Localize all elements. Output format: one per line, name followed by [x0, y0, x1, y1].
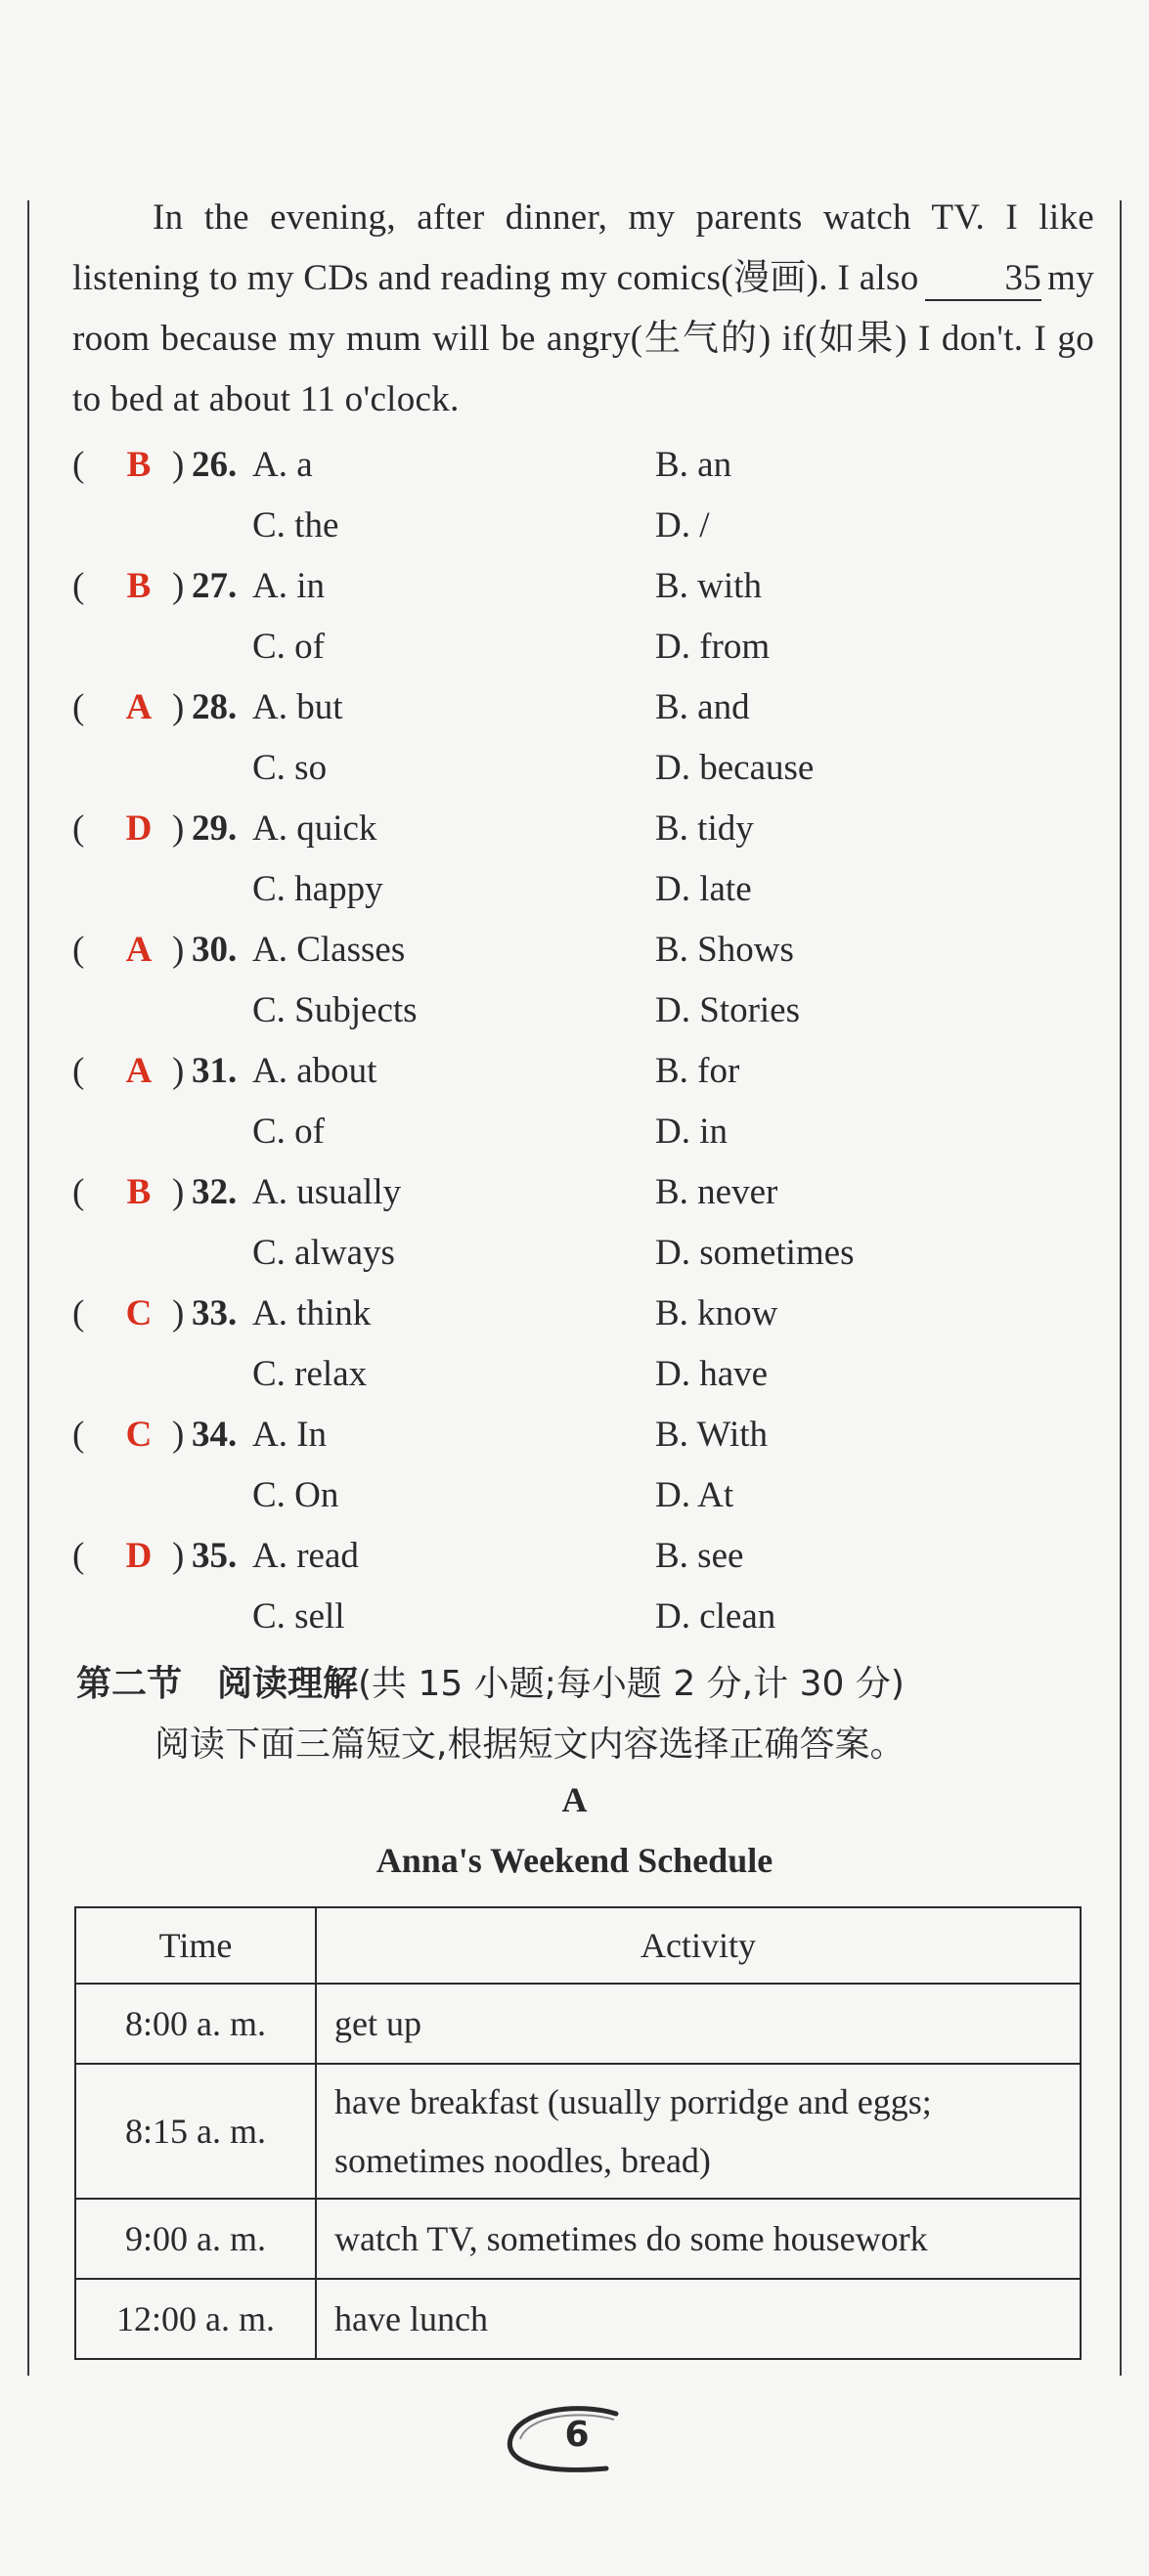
option-a: A. usually	[252, 1172, 402, 1212]
table-row	[75, 2199, 1081, 2279]
option-d: D. because	[655, 748, 815, 788]
question-row-second-line	[72, 858, 1094, 919]
activity-cell: have breakfast (usually porridge and eggs; sometimes noodles, bread)	[316, 2064, 1081, 2199]
question-row-second-line	[72, 1343, 1094, 1404]
question-number: 31.	[192, 1051, 238, 1091]
option-c: C. sell	[252, 1596, 345, 1637]
close-paren: )	[172, 1415, 185, 1455]
option-a: A. read	[252, 1536, 359, 1576]
option-a: A. but	[252, 687, 343, 727]
question-row	[72, 1525, 1094, 1586]
table-row	[75, 2064, 1081, 2199]
option-c: C. Subjects	[252, 990, 418, 1030]
option-b: B. Shows	[655, 930, 794, 970]
passage-paragraph	[72, 188, 1094, 430]
close-paren: )	[172, 1293, 185, 1333]
question-row-second-line	[72, 495, 1094, 555]
section-instructions: 阅读下面三篇短文,根据短文内容选择正确答案。	[155, 1725, 906, 1765]
option-d: D. /	[655, 505, 710, 546]
header-activity: Activity	[316, 1907, 1081, 1984]
answer-mark: B	[126, 566, 152, 606]
option-c: C. relax	[252, 1354, 368, 1394]
close-paren: )	[172, 1051, 185, 1091]
option-c: C. of	[252, 1112, 325, 1152]
option-b: B. and	[655, 687, 750, 727]
answer-mark: A	[125, 1051, 153, 1091]
answer-mark: D	[125, 808, 153, 849]
question-row-second-line	[72, 1222, 1094, 1283]
option-d: D. Stories	[655, 990, 800, 1030]
question-number: 27.	[192, 566, 238, 606]
cloze-passage	[72, 188, 1094, 430]
open-paren: (	[72, 566, 85, 606]
page-number: 6	[564, 2415, 590, 2455]
question-number: 26.	[192, 445, 238, 485]
option-b: B. see	[655, 1536, 744, 1576]
option-d: D. clean	[655, 1596, 776, 1637]
open-paren: (	[72, 1293, 85, 1333]
open-paren: (	[72, 687, 85, 727]
activity-cell: watch TV, sometimes do some housework	[316, 2199, 1081, 2279]
close-paren: )	[172, 1536, 185, 1576]
option-a: A. about	[252, 1051, 377, 1091]
question-row-second-line	[72, 1586, 1094, 1646]
question-number: 32.	[192, 1172, 238, 1212]
option-d: D. from	[655, 627, 771, 667]
question-number: 30.	[192, 930, 238, 970]
open-paren: (	[72, 1051, 85, 1091]
question-row-second-line	[72, 980, 1094, 1040]
option-b: B. know	[655, 1293, 778, 1333]
question-row-second-line	[72, 1101, 1094, 1161]
close-paren: )	[172, 687, 185, 727]
activity-cell: get up	[316, 1984, 1081, 2064]
open-paren: (	[72, 1172, 85, 1212]
option-a: A. Classes	[252, 930, 406, 970]
open-paren: (	[72, 930, 85, 970]
section-title: 第二节 阅读理解	[76, 1664, 359, 1704]
table-row	[75, 2279, 1081, 2359]
option-b: B. tidy	[655, 808, 754, 849]
question-row	[72, 555, 1094, 616]
left-margin-rule	[27, 200, 29, 2376]
option-c: C. of	[252, 627, 325, 667]
option-b: B. for	[655, 1051, 740, 1091]
question-number: 33.	[192, 1293, 238, 1333]
schedule-title: Anna's Weekend Schedule	[376, 1841, 773, 1880]
section-heading	[76, 1656, 905, 1706]
answer-mark: B	[126, 1172, 152, 1212]
open-paren: (	[72, 445, 85, 485]
option-b: B. an	[655, 445, 732, 485]
schedule-header-row	[75, 1907, 1081, 1984]
question-number: 34.	[192, 1415, 238, 1455]
option-c: C. happy	[252, 869, 383, 909]
question-number: 28.	[192, 687, 238, 727]
time-cell: 9:00 a. m.	[75, 2199, 316, 2279]
close-paren: )	[172, 566, 185, 606]
option-d: D. have	[655, 1354, 769, 1394]
close-paren: )	[172, 930, 185, 970]
answer-mark: C	[125, 1293, 153, 1333]
option-a: A. think	[252, 1293, 372, 1333]
question-row	[72, 919, 1094, 980]
time-cell: 12:00 a. m.	[75, 2279, 316, 2359]
question-row-second-line	[72, 737, 1094, 798]
option-c: C. always	[252, 1233, 395, 1273]
passage-text-after-blank: my room because my mum will be angry(生气的) if(如果) I don't. I go to bed at about 11 o'clock.	[72, 258, 1094, 419]
option-d: D. At	[655, 1475, 734, 1515]
answer-mark: A	[125, 687, 153, 727]
answer-mark: B	[126, 445, 152, 485]
question-number: 35.	[192, 1536, 238, 1576]
answer-mark: D	[125, 1536, 153, 1576]
activity-cell: have lunch	[316, 2279, 1081, 2359]
section-meta: (共 15 小题;每小题 2 分,计 30 分)	[358, 1664, 905, 1704]
option-b: B. never	[655, 1172, 778, 1212]
table-row	[75, 1984, 1081, 2064]
time-cell: 8:00 a. m.	[75, 1984, 316, 2064]
close-paren: )	[172, 1172, 185, 1212]
option-c: C. On	[252, 1475, 339, 1515]
option-a: A. quick	[252, 808, 377, 849]
option-b: B. With	[655, 1415, 769, 1455]
question-number: 29.	[192, 808, 238, 849]
option-d: D. late	[655, 869, 752, 909]
option-c: C. so	[252, 748, 328, 788]
answer-mark: C	[125, 1415, 153, 1455]
question-row	[72, 1040, 1094, 1101]
open-paren: (	[72, 1536, 85, 1576]
close-paren: )	[172, 445, 185, 485]
question-row	[72, 434, 1094, 495]
header-time: Time	[75, 1907, 316, 1984]
question-row-second-line	[72, 1464, 1094, 1525]
open-paren: (	[72, 808, 85, 849]
option-b: B. with	[655, 566, 762, 606]
question-list	[72, 434, 1094, 1646]
question-row	[72, 798, 1094, 858]
question-row-second-line	[72, 616, 1094, 677]
passage-letter: A	[561, 1780, 588, 1819]
question-row	[72, 1161, 1094, 1222]
question-row	[72, 677, 1094, 737]
open-paren: (	[72, 1415, 85, 1455]
option-a: A. In	[252, 1415, 328, 1455]
passage-text-before-blank: In the evening, after dinner, my parents watch TV. I like listening to my CDs and reading my comics(漫画). I also	[72, 197, 1094, 298]
option-c: C. the	[252, 505, 339, 546]
question-row	[72, 1404, 1094, 1464]
answer-mark: A	[125, 930, 153, 970]
option-d: D. sometimes	[655, 1233, 855, 1273]
option-a: A. a	[252, 445, 313, 485]
time-cell: 8:15 a. m.	[75, 2064, 316, 2199]
blank-35: 35	[925, 258, 1042, 301]
option-d: D. in	[655, 1112, 728, 1152]
close-paren: )	[172, 808, 185, 849]
schedule-table	[74, 1906, 1082, 2360]
right-margin-rule	[1120, 200, 1122, 2376]
option-a: A. in	[252, 566, 325, 606]
question-row	[72, 1283, 1094, 1343]
